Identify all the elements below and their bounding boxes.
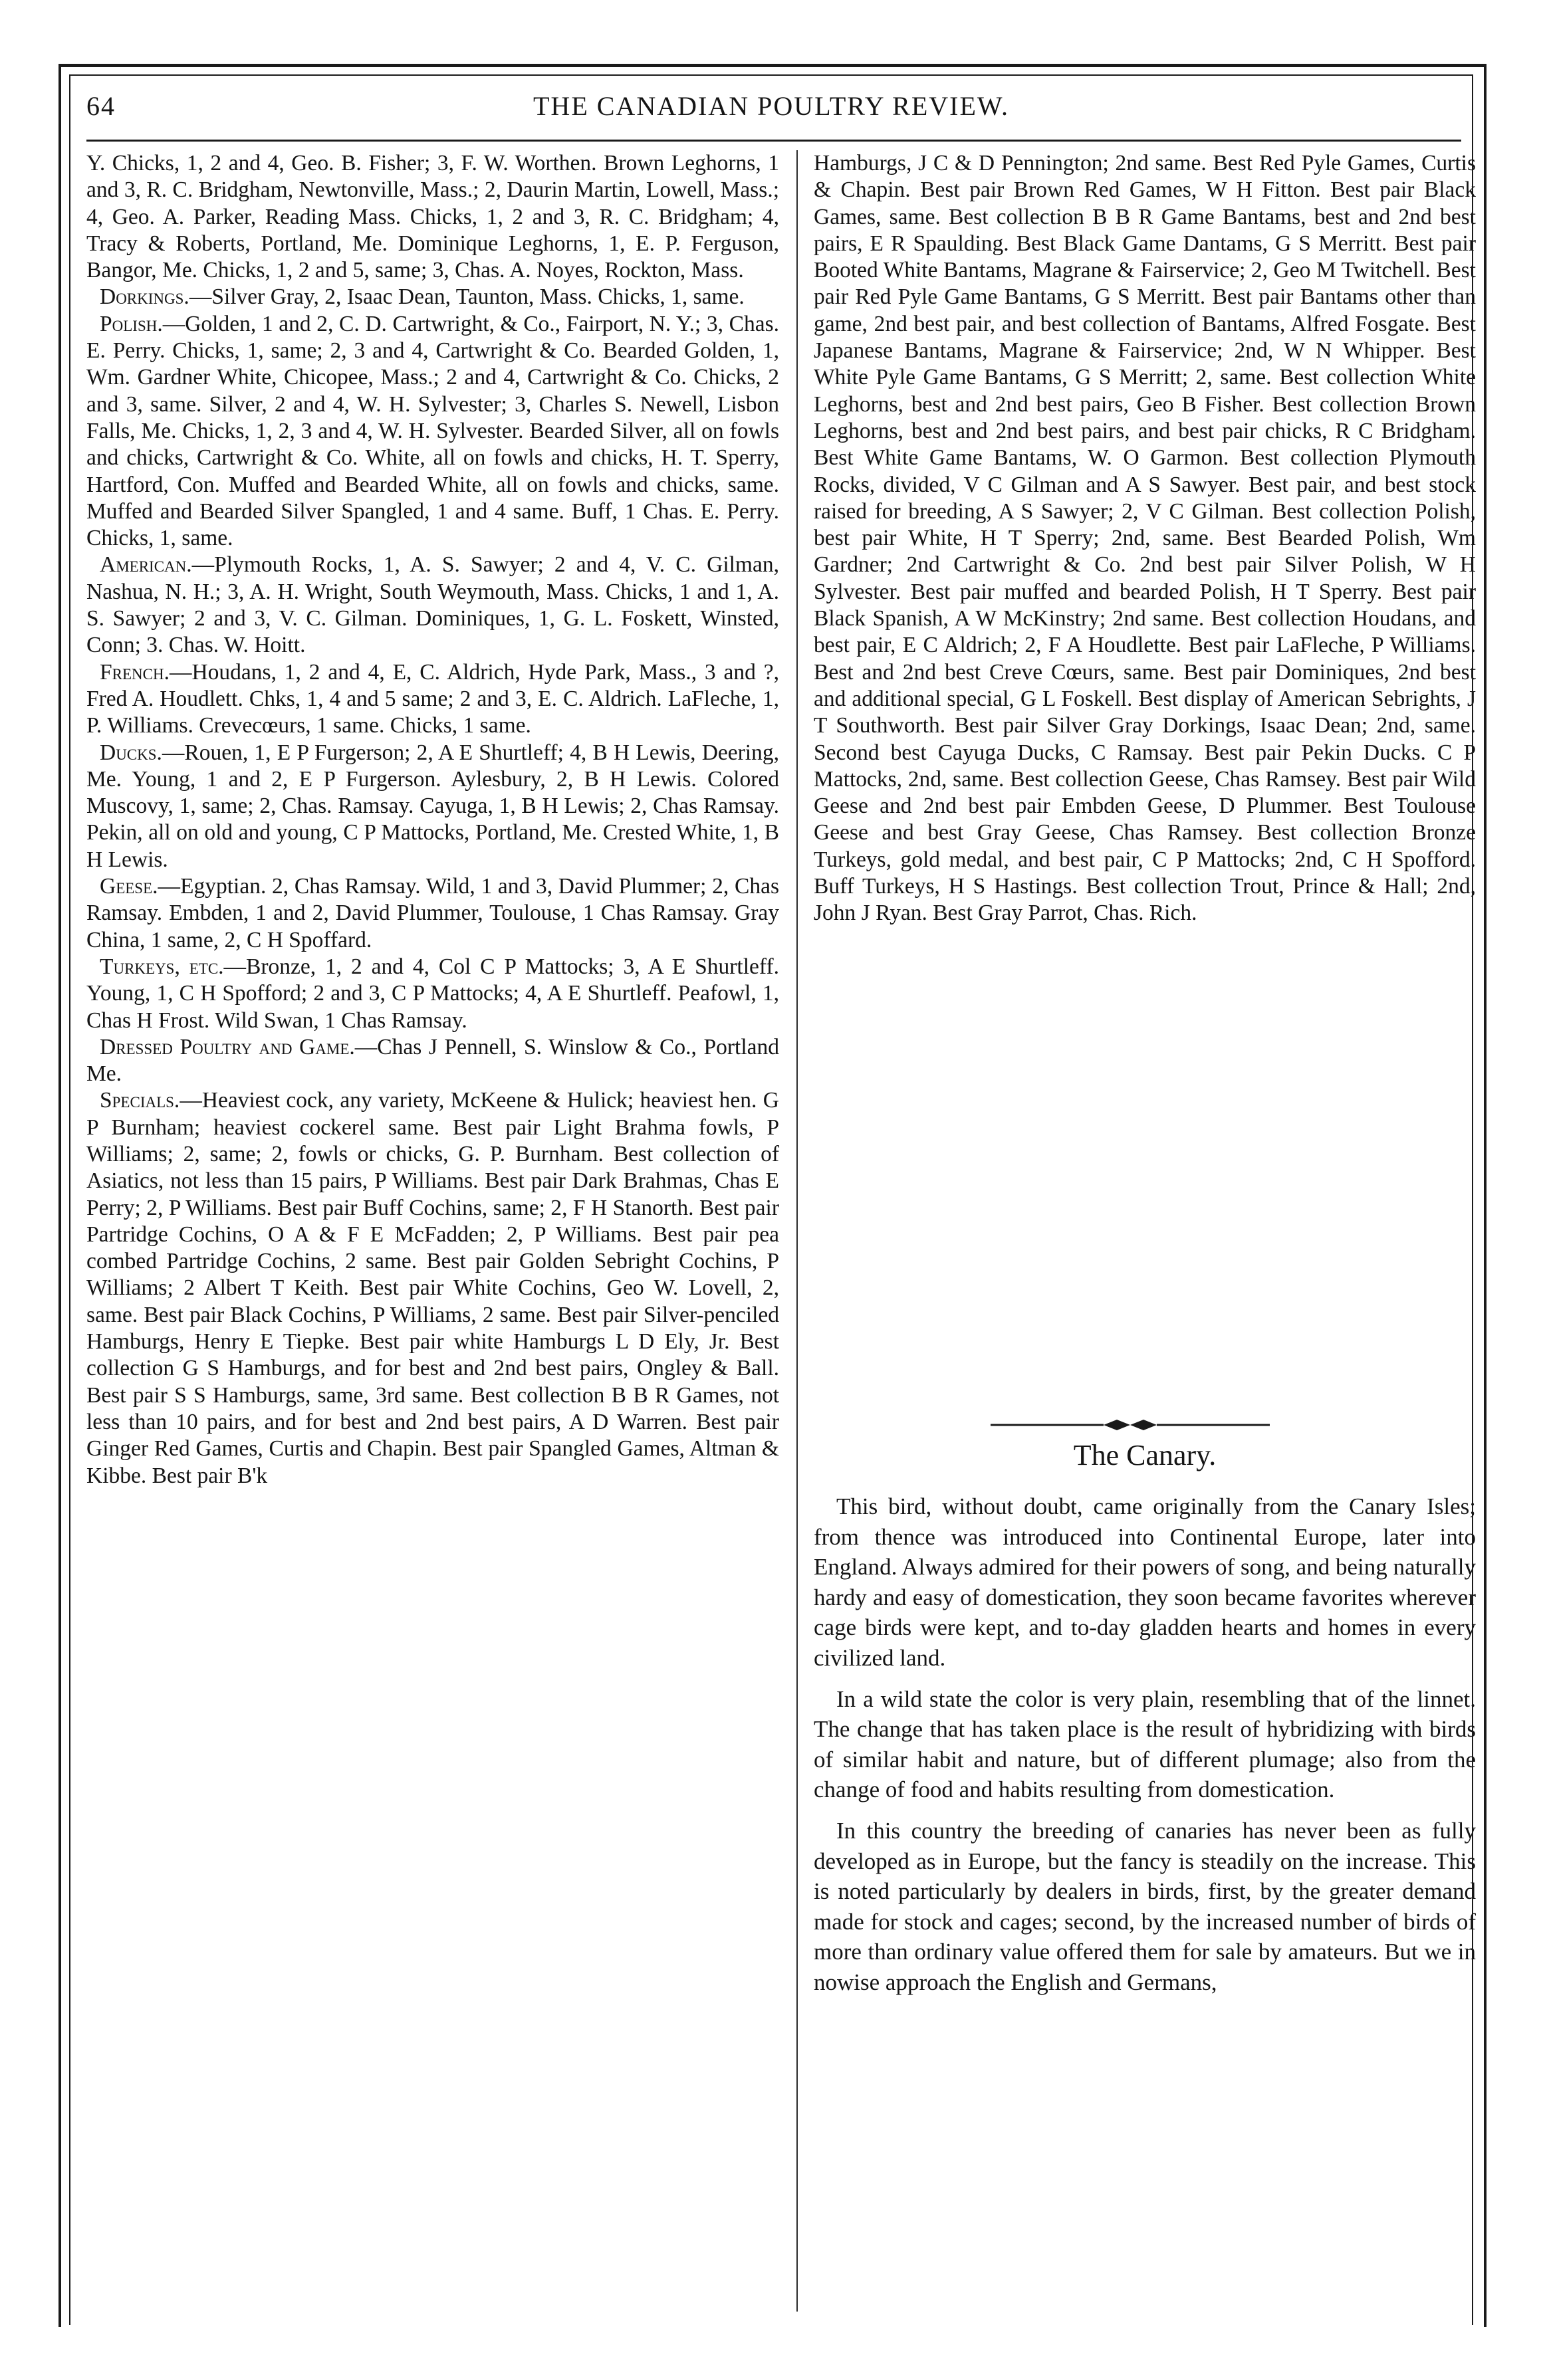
section-label: Geese. xyxy=(100,874,158,899)
left-column xyxy=(86,150,779,1489)
results-paragraph: Geese.—Egyptian. 2, Chas Ramsay. Wild, 1 and 3, David Plummer; 2, Chas Ramsay. Embden, 1 and 2, David Plummer, Toulouse, 1 Chas Ramsay. Gray China, 1 same, 2, C H Spoffard. xyxy=(86,874,779,952)
section-label: Turkeys, etc. xyxy=(100,954,224,979)
article-paragraph: In a wild state the color is very plain, resembling that of the linnet. The change that has taken place is the result of hybridizing with birds of similar habit and nature, but of different plumage; also from the change of food and habits resulting from domestication. xyxy=(814,1685,1476,1803)
results-paragraph: American.—Plymouth Rocks, 1, A. S. Sawyer; 2 and 4, V. C. Gilman, Nashua, N. H.; 3, A. H. Wright, South Weymouth, Mass. Chicks, 1 and 1, A. S. Sawyer; 2 and 3, V. C. Gilman. Dominiques, 1, G. L. Foskett, Winsted, Conn; 3. Chas. W. Hoitt. xyxy=(86,552,779,658)
article-paragraph: This bird, without doubt, came originally from the Canary Isles; from thence was introduced into Continental Europe, later into England. Always admired for their powers of song, and being naturally hardy and easy of domestication, they soon became favorites wherever cage birds were kept, and to-day gladden hearts and homes in every civilized land. xyxy=(814,1493,1476,1671)
section-label: French. xyxy=(100,659,170,685)
article-paragraph: In this country the breeding of canaries has never been as fully developed as in Europe, but the fancy is steadily on the increase. This is noted particularly by dealers in birds, first, by the greater demand made for stock and cages; second, by the increased number of birds of more than ordinary value offered them for sale by amateurs. But we in nowise approach the English and Germans, xyxy=(814,1817,1476,1995)
header-rule xyxy=(86,140,1461,142)
section-label: Dorkings. xyxy=(100,284,189,310)
column-divider xyxy=(796,150,798,2312)
running-title: THE CANADIAN POULTRY REVIEW. xyxy=(533,91,1009,121)
section-label: Polish. xyxy=(100,311,163,336)
results-paragraph: Polish.—Golden, 1 and 2, C. D. Cartwright, & Co., Fairport, N. Y.; 3, Chas. E. Perry. Chicks, 1, same; 2, 3 and 4, Cartwright & Co. Bearded Golden, 1, Wm. Gardner White, Chicopee, Mass.; 2 and 4, Cartwright & Co. Chicks, 2 and 3, same. Silver, 2 and 4, W. H. Sylvester; 3, Charles S. Newell, Lisbon Falls, Me. Chicks, 1, 2, 3 and 4, W. H. Sylvester. Bearded Silver, all on fowls and chicks, Cartwright & Co. White, all on fowls and chicks, H. T. Sperry, Hartford, Con. Muffed and Bearded White, all on fowls and chicks, same. Muffed and Bearded Silver Spangled, 1 and 4 same. Buff, 1 Chas. E. Perry. Chicks, 1, same. xyxy=(86,311,779,551)
results-paragraph: Y. Chicks, 1, 2 and 4, Geo. B. Fisher; 3, F. W. Worthen. Brown Leghorns, 1 and 3, R. C. Bridgham, Newtonville, Mass.; 2, Daurin Martin, Lowell, Mass.; 4, Geo. A. Parker, Reading Mass. Chicks, 1, 2 and 3, R. C. Bridgham; 4, Tracy & Roberts, Portland, Me. Dominique Leghorns, 1, E. P. Ferguson, Bangor, Me. Chicks, 1, 2 and 5, same; 3, Chas. A. Noyes, Rockton, Mass. xyxy=(86,151,779,283)
results-paragraph: Dorkings.—Silver Gray, 2, Isaac Dean, Taunton, Mass. Chicks, 1, same. xyxy=(100,284,745,310)
right-column-results xyxy=(814,150,1476,927)
results-paragraph: Hamburgs, J C & D Pennington; 2nd same. Best Red Pyle Games, Curtis & Chapin. Best pair Brown Red Games, W H Fitton. Best pair Black Games, same. Best collection B B R Game Bantams, best and 2nd best pairs, E R Spaulding. Best Black Game Dantams, G S Merritt. Best pair Booted White Bantams, Magrane & Fairservice; 2, Geo M Twitchell. Best pair Red Pyle Game Bantams, G S Merritt. Best pair Bantams other than game, 2nd best pair, and best collection of Bantams, Alfred Fosgate. Best Japanese Bantams, Magrane & Fairservice; 2nd, W N Whipper. Best White Pyle Game Bantams, G S Merritt; 2, same. Best collection White Leghorns, best and 2nd best pairs, Geo B Fisher. Best collection Brown Leghorns, best and 2nd best pairs, and best pair chicks, R C Bridgham. Best White Game Bantams, W. O Garmon. Best collection Plymouth Rocks, divided, V C Gilman and A S Sawyer. Best pair, and best stock raised for breeding, A S Sawyer; 2, V C Gilman. Best collection Polish, best pair White, H T Sperry; 2nd, same. Best Bearded Polish, Wm Gardner; 2nd Cartwright & Co. 2nd best pair Silver Polish, W H Sylvester. Best pair muffed and bearded Polish, H T Sperry. Best pair Black Spanish, A W McKinstry; 2nd same. Best collection Houdans, and best pair, E C Aldrich; 2, F A Houdlette. Best pair LaFleche, P Williams. Best and 2nd best Creve Cœurs, same. Best pair Dominiques, 2nd best and additional special, G L Foskell. Best display of American Sebrights, J T Southworth. Best pair Silver Gray Dorkings, Isaac Dean; 2nd, same. Second best Cayuga Ducks, C Ramsay. Best pair Pekin Ducks. C P Mattocks, 2nd, same. Best collection Geese, Chas Ramsey. Best pair Wild Geese and 2nd best pair Embden Geese, D Plummer. Best Toulouse Geese and best Gray Geese, Chas Ramsey. Best collection Bronze Turkeys, gold medal, and best pair, C P Mattocks; 2nd, C H Spofford. Buff Turkeys, H S Hastings. Best collection Trout, Prince & Hall; 2nd, John J Ryan. Best Gray Parrot, Chas. Rich. xyxy=(814,151,1476,926)
results-paragraph: French.—Houdans, 1, 2 and 4, E, C. Aldrich, Hyde Park, Mass., 3 and ?, Fred A. Houdlett. Chks, 1, 4 and 5 same; 2 and 3, E. C. Aldrich. LaFleche, 1, P. Williams. Crevecœurs, 1 same. Chicks, 1 same. xyxy=(86,659,779,738)
results-paragraph: Turkeys, etc.—Bronze, 1, 2 and 4, Col C P Mattocks; 3, A E Shurtleff. Young, 1, C H Spofford; 2 and 3, C P Mattocks; 4, A E Shurtleff. Peafowl, 1, Chas H Frost. Wild Swan, 1 Chas Ramsay. xyxy=(86,954,779,1033)
article-title: The Canary. xyxy=(1073,1439,1217,1471)
section-label: Specials. xyxy=(100,1088,180,1113)
section-label: American. xyxy=(100,552,192,578)
page-number: 64 xyxy=(86,91,116,121)
section-label: Dressed Poultry and Game. xyxy=(100,1034,355,1059)
results-paragraph: Specials.—Heaviest cock, any variety, McKeene & Hulick; heaviest hen. G P Burnham; heaviest cockerel same. Best pair Light Brahma fowls, P Williams; 2, same; 2, fowls or chicks, G. P. Burnham. Best collection of Asiatics, not less than 15 pairs, P Williams. Best pair Dark Brahmas, Chas E Perry; 2, P Williams. Best pair Buff Cochins, same; 2, F H Stanorth. Best pair Partridge Cochins, O A & F E McFadden; 2, P Williams. Best pair pea combed Partridge Cochins, 2 same. Best pair Golden Sebright Cochins, P Williams; 2 Albert T Keith. Best pair White Cochins, Geo W. Lovell, 2, same. Best pair Black Cochins, P Williams, 2 same. Best pair Silver-penciled Hamburgs, Henry E Tiepke. Best pair white Hamburgs L D Ely, Jr. Best collection G S Hamburgs, and for best and 2nd best pairs, Ongley & Ball. Best pair S S Hamburgs, same, 3rd same. Best collection B B R Games, not less than 10 pairs, and for best and 2nd best pairs, A D Warren. Best pair Ginger Red Games, Curtis and Chapin. Best pair Spangled Games, Altman & Kibbe. Best pair B'k xyxy=(86,1088,779,1488)
results-paragraph: Dressed Poultry and Game.—Chas J Pennell, S. Winslow & Co., Portland Me. xyxy=(86,1034,779,1087)
page-header xyxy=(86,88,1456,128)
results-paragraph: Ducks.—Rouen, 1, E P Furgerson; 2, A E Shurtleff; 4, B H Lewis, Deering, Me. Young, 1 and 2, E P Furgerson. Aylesbury, 2, B H Lewis. Colored Muscovy, 1, same; 2, Chas. Ramsay. Cayuga, 1, B H Lewis; 2, Chas Ramsay. Pekin, all on old and young, C P Mattocks, Portland, Me. Crested White, 1, B H Lewis. xyxy=(86,740,779,872)
article-body xyxy=(814,1491,1476,2008)
section-label: Ducks. xyxy=(100,740,162,765)
ornament-divider-icon xyxy=(991,1418,1270,1432)
